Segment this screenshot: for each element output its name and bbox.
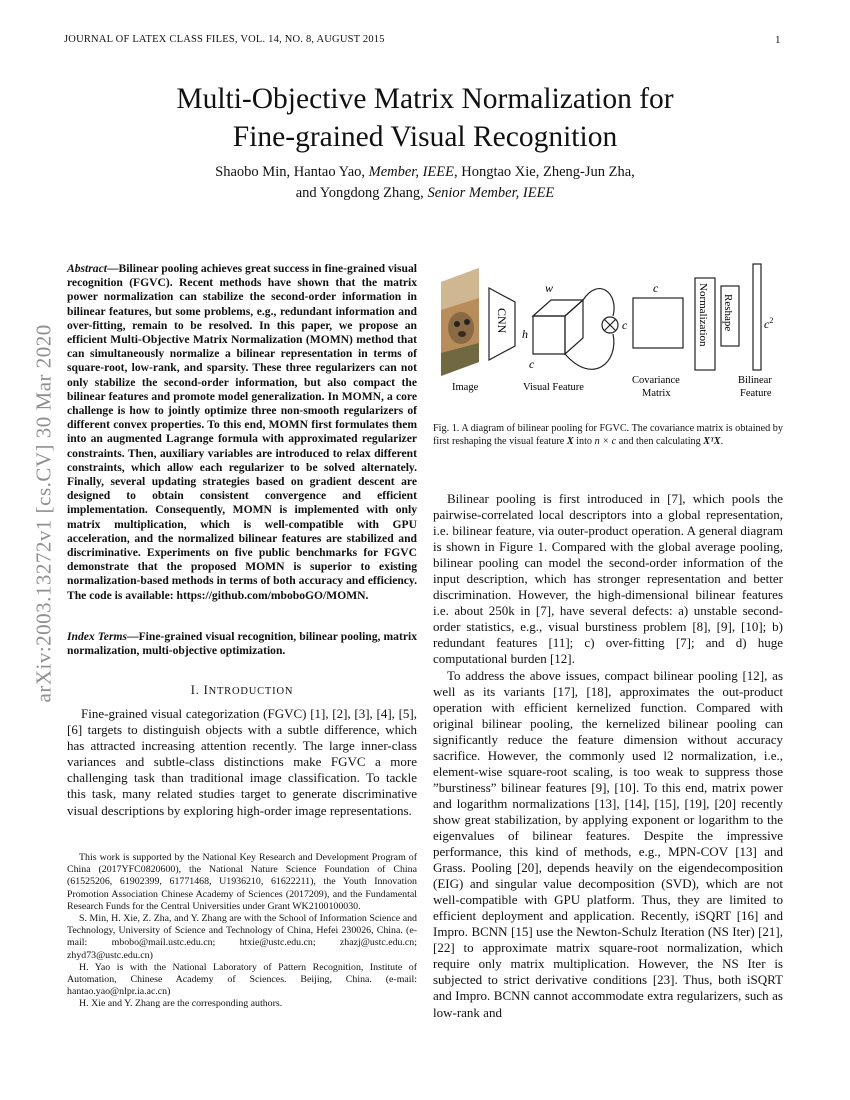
label-bilinear: Bilinear — [738, 375, 772, 386]
label-c-cov: c — [653, 281, 659, 295]
label-w: w — [545, 281, 554, 295]
label-cnn: CNN — [495, 308, 509, 334]
caption-text: . — [720, 435, 724, 447]
page-number: 1 — [775, 34, 781, 46]
member-title: Member, IEEE — [368, 164, 454, 180]
author-line-2 — [60, 183, 790, 204]
label-c2: $c^2$ — [764, 316, 774, 331]
footnote: H. Xie and Y. Zhang are the corresponding authors. — [79, 998, 283, 1010]
label-covariance: Covariance — [632, 375, 680, 386]
intro-text: Fine-grained visual categorization (FGVC) [1], [2], [3], [4], [5], [6] targets to distinguish objects with a subtle difference, which has attracted increasing attention recently. The large inner-class variances and subtle-class distinctions make FGVC a more challenging task than traditional image classification. To tackle this task, many related studies target to generate discriminative visual descriptions by exploring high-order image representations. — [67, 706, 417, 818]
abstract-label: Abstract — [67, 262, 107, 275]
abstract — [67, 262, 417, 603]
caption-label: Fig. 1. — [433, 423, 460, 434]
body-paragraph: To address the above issues, compact bilinear pooling [12], as well as its variants [17], [18], approximates the out-product operation with efficient kernelized function. Compared with original bilinear pooling, the kernelized bilinear pooling can significantly reduce the feature dimension without accuracy sacrifice. However, the commonly used l2 normalization, i.e., element-wise square-root scaling, is too weak to suppress those ”burstiness” bilinear features [9], [10]. To this end, matrix power and logarithm normalizations [13], [14], [15], [19], [20] recently show great stabilization, by applying exponent or logarithm to the eigenvalues of bilinear features. Despite the impressive performance, this kind of methods, e.g., MPN-COV [13] and Grass. Pooling [20], depends heavily on the eigendecomposition (EIG) and singular value decomposition (SVD), which are not well-compatible with GPU platform. Thus, they are limited to efficient deployment and application. Recently, iSQRT [16] and Impro. BCNN [15] use the Newton-Schulz Iteration (NS Iter) [21], [22] to approximate matrix square-root normalization, which require only matrix multiplication. However, the NS Iter is subjected to strict derivative conditions [23]. Thus, both iSQRT and Impro. BCNN cannot accommodate extra regularizers, such as low-rank and — [433, 667, 783, 1020]
bilinear-vector — [753, 264, 761, 370]
covariance-matrix — [633, 298, 683, 348]
body-paragraph: Bilinear pooling is first introduced in [7], which pools the pairwise-correlated local descriptors into a global representation, i.e. bilinear feature, via outer-product operation. A general diagram is shown in Figure 1. Compared with the global average pooling, bilinear pooling can model the second-order information of the input description, which has stronger representation and better discrimination. However, the high-dimensional bilinear features i.e. about 250k in [7], have several defects: a) unstable second-order statistics, e.g., visual burstiness problem [8], [9], [10]; b) redundant features [11]; c) over-fitting [7]; and d) huge computational burden [12]. — [433, 491, 783, 667]
section-numeral: I. — [190, 683, 204, 697]
footnote: H. Yao is with the National Laboratory of Pattern Recognition, Institute of Automation, Chinese Academy of Sciences. Beijing, China. (e-mail: hantao.yao@nlpr.ia.ac.cn) — [67, 961, 417, 998]
label-image: Image — [452, 382, 479, 393]
abstract-text: —Bilinear pooling achieves great success in fine-grained visual recognition (FGVC). Recent methods have shown that the matrix power normalization can stabilize the second-order information in bilinear features, but some problems, e.g., redundant information and over-fitting, remain to be resolved. In this paper, we propose an efficient Multi-Objective Matrix Normalization (MOMN) method that can simultaneously normalize a bilinear representation in terms of square-root, low-rank, and sparsity. These three regularizers can not only stabilize the second-order information, but also compact the bilinear features and promote model generalization. In MOMN, a core challenge is how to jointly optimize three non-smooth regularizers of different convex properties. To this end, MOMN first formulates them into an augmented Lagrange formula with approximated regularizer constraints. Then, auxiliary variables are introduced to relax different constraints, which allow each regularizer to be solved alternately. Finally, several updating strategies based on gradient descent are designed to obtain consistent convergence and efficient implementation. Consequently, MOMN is implemented with only matrix multiplication, which is well-compatible with GPU acceleration, and the normalized bilinear features are stabilized and discriminative. Experiments on five public benchmarks for FGVC demonstrate that the proposed MOMN is superior to existing normalization-based methods in terms of both accuracy and efficiency. The code is available: https://github.com/mboboGO/MOMN. — [67, 262, 417, 602]
running-head: JOURNAL OF LATEX CLASS FILES, VOL. 14, NO. 8, AUGUST 2015 — [64, 34, 385, 45]
arrow-top — [583, 289, 614, 316]
label-reshape: Reshape — [722, 294, 734, 332]
label-normalization: Normalization — [697, 283, 709, 347]
authors-part: , Hongtao Xie, Zheng-Jun Zha, — [454, 164, 635, 180]
index-terms — [67, 630, 417, 658]
label-matrix: Matrix — [642, 388, 671, 399]
caption-math-xtx: XᵀX — [703, 435, 721, 447]
section-first-letter: I — [203, 683, 209, 697]
author-line-1 — [60, 162, 790, 183]
right-column-body — [433, 491, 783, 1021]
caption-text: and then calculating — [616, 435, 704, 447]
title-line-1: Multi-Objective Matrix Normalization for — [176, 83, 674, 115]
section-heading — [67, 683, 417, 698]
paper-title — [60, 80, 790, 156]
label-c-bottom: c — [529, 357, 535, 371]
figure-1-diagram — [433, 258, 785, 408]
footnote: S. Min, H. Xie, Z. Zha, and Y. Zhang are with the School of Information Science and Technology, University of Science and Technology of China, Hefei 230026, China. (e-mail: mbobo@mail.ustc.edu.cn; htxie@ustc.edu.cn; zhazj@ustc.edu.cn; zhyd73@ustc.edu.cn) — [67, 913, 417, 961]
feature-cube — [533, 300, 583, 354]
label-visual-feature: Visual Feature — [523, 382, 584, 393]
index-terms-text: —Fine-grained visual recognition, bilinear pooling, matrix normalization, multi-objective optimization. — [67, 630, 417, 658]
arrow-bottom — [565, 334, 614, 369]
caption-math-x: X — [566, 435, 574, 447]
authors-part: and Yongdong Zhang, — [295, 185, 428, 201]
intro-paragraph — [67, 706, 417, 819]
label-h: h — [522, 327, 528, 341]
caption-math-nxc: n × c — [594, 435, 617, 447]
label-c-right: c — [622, 318, 628, 332]
index-terms-label: Index Terms — [67, 630, 127, 643]
section-title-rest: NTRODUCTION — [208, 686, 294, 697]
caption-text: A diagram of bilinear pooling for FGVC. The covariance matrix is obtained by first reshaping the visual feature — [433, 423, 783, 447]
label-feature: Feature — [740, 388, 772, 399]
caption-text: into — [573, 435, 595, 447]
authors-part: Shaobo Min, Hantao Yao, — [215, 164, 369, 180]
outer-product-symbol — [602, 317, 618, 333]
title-line-2: Fine-grained Visual Recognition — [232, 121, 618, 153]
dog-image — [441, 268, 479, 376]
senior-member-title: Senior Member, IEEE — [427, 185, 555, 201]
footnote: This work is supported by the National Key Research and Development Program of China (2017YFC0820600), the National Nature Science Foundation of China (61525206, 61902399, 61771468, U1936210, 61622211), the Youth Innovation Promotion Association Chinese Academy of Sciences (2017209), and the Fundamental Research Funds for the Central Universities under Grant WK2100100030. — [67, 852, 417, 912]
arxiv-stamp: arXiv:2003.13272v1 [cs.CV] 30 Mar 2020 — [31, 324, 56, 703]
figure-caption — [433, 423, 783, 448]
footnotes — [67, 852, 417, 1011]
author-list — [60, 162, 790, 204]
